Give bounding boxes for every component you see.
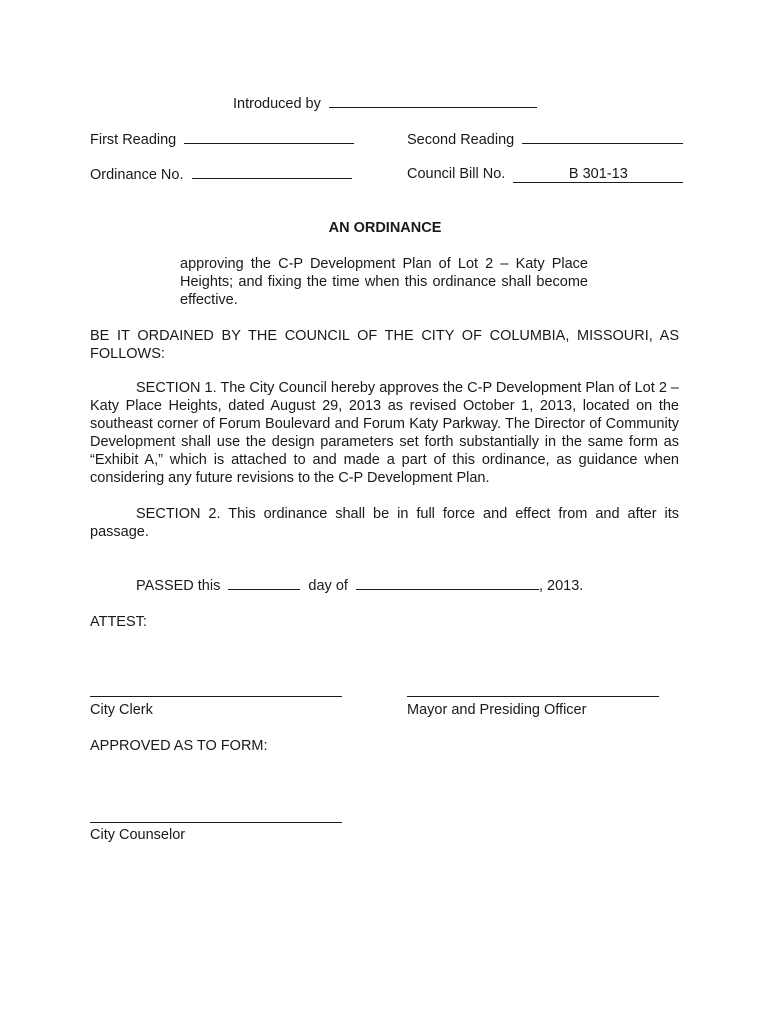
ordinance-no-line: [90, 165, 352, 184]
introduced-by-label: Introduced by: [233, 96, 321, 112]
introduced-by-line: [233, 94, 537, 113]
passed-suffix: , 2013.: [538, 578, 584, 594]
enacting-clause: BE IT ORDAINED BY THE COUNCIL OF THE CITY OF COLUMBIA, MISSOURI, AS FOLLOWS:: [90, 328, 679, 362]
city-counselor-signature-line[interactable]: [90, 822, 342, 823]
first-reading-line: [90, 130, 354, 149]
council-bill-value[interactable]: B 301-13: [513, 166, 683, 183]
attest-label: ATTEST:: [90, 614, 147, 630]
ordinance-title: AN ORDINANCE: [328, 220, 442, 236]
passed-month-blank[interactable]: [356, 576, 539, 590]
passed-day-blank[interactable]: [228, 576, 300, 590]
passed-line: [136, 576, 583, 595]
introduced-by-blank[interactable]: [329, 94, 537, 108]
passed-middle: day of: [308, 578, 348, 594]
city-clerk-signature-line[interactable]: [90, 696, 342, 697]
first-reading-blank[interactable]: [184, 130, 354, 144]
ordinance-summary: approving the C-P Development Plan of Lot 2 – Katy Place Heights; and fixing the time when this ordinance shall become effective.: [180, 256, 588, 308]
mayor-label: Mayor and Presiding Officer: [407, 702, 587, 718]
second-reading-blank[interactable]: [522, 130, 683, 144]
council-bill-line: [407, 165, 683, 183]
passed-prefix: PASSED this: [136, 578, 221, 594]
city-clerk-label: City Clerk: [90, 702, 153, 718]
section-2: SECTION 2. This ordinance shall be in full force and effect from and after its passage.: [90, 506, 679, 540]
council-bill-label: Council Bill No.: [407, 166, 506, 182]
city-counselor-label: City Counselor: [90, 827, 186, 843]
approved-as-to-form-label: APPROVED AS TO FORM:: [90, 738, 268, 754]
ordinance-no-blank[interactable]: [192, 165, 352, 179]
second-reading-line: [407, 130, 683, 149]
ordinance-no-label: Ordinance No.: [90, 167, 184, 183]
second-reading-label: Second Reading: [407, 132, 515, 148]
mayor-signature-line[interactable]: [407, 696, 659, 697]
first-reading-label: First Reading: [90, 132, 177, 148]
section-1: SECTION 1. The City Council hereby approves the C-P Development Plan of Lot 2 – Katy Place Heights, dated August 29, 2013 as revised October 1, 2013, located on the southeast corner of Forum Boulevard and Forum Katy Parkway. The Director of Community Development shall use the design parameters set forth substantially in the same form as “Exhibit A,” which is attached to and made a part of this ordinance, as guidance when considering any future revisions to the C-P Development Plan.: [90, 380, 679, 486]
